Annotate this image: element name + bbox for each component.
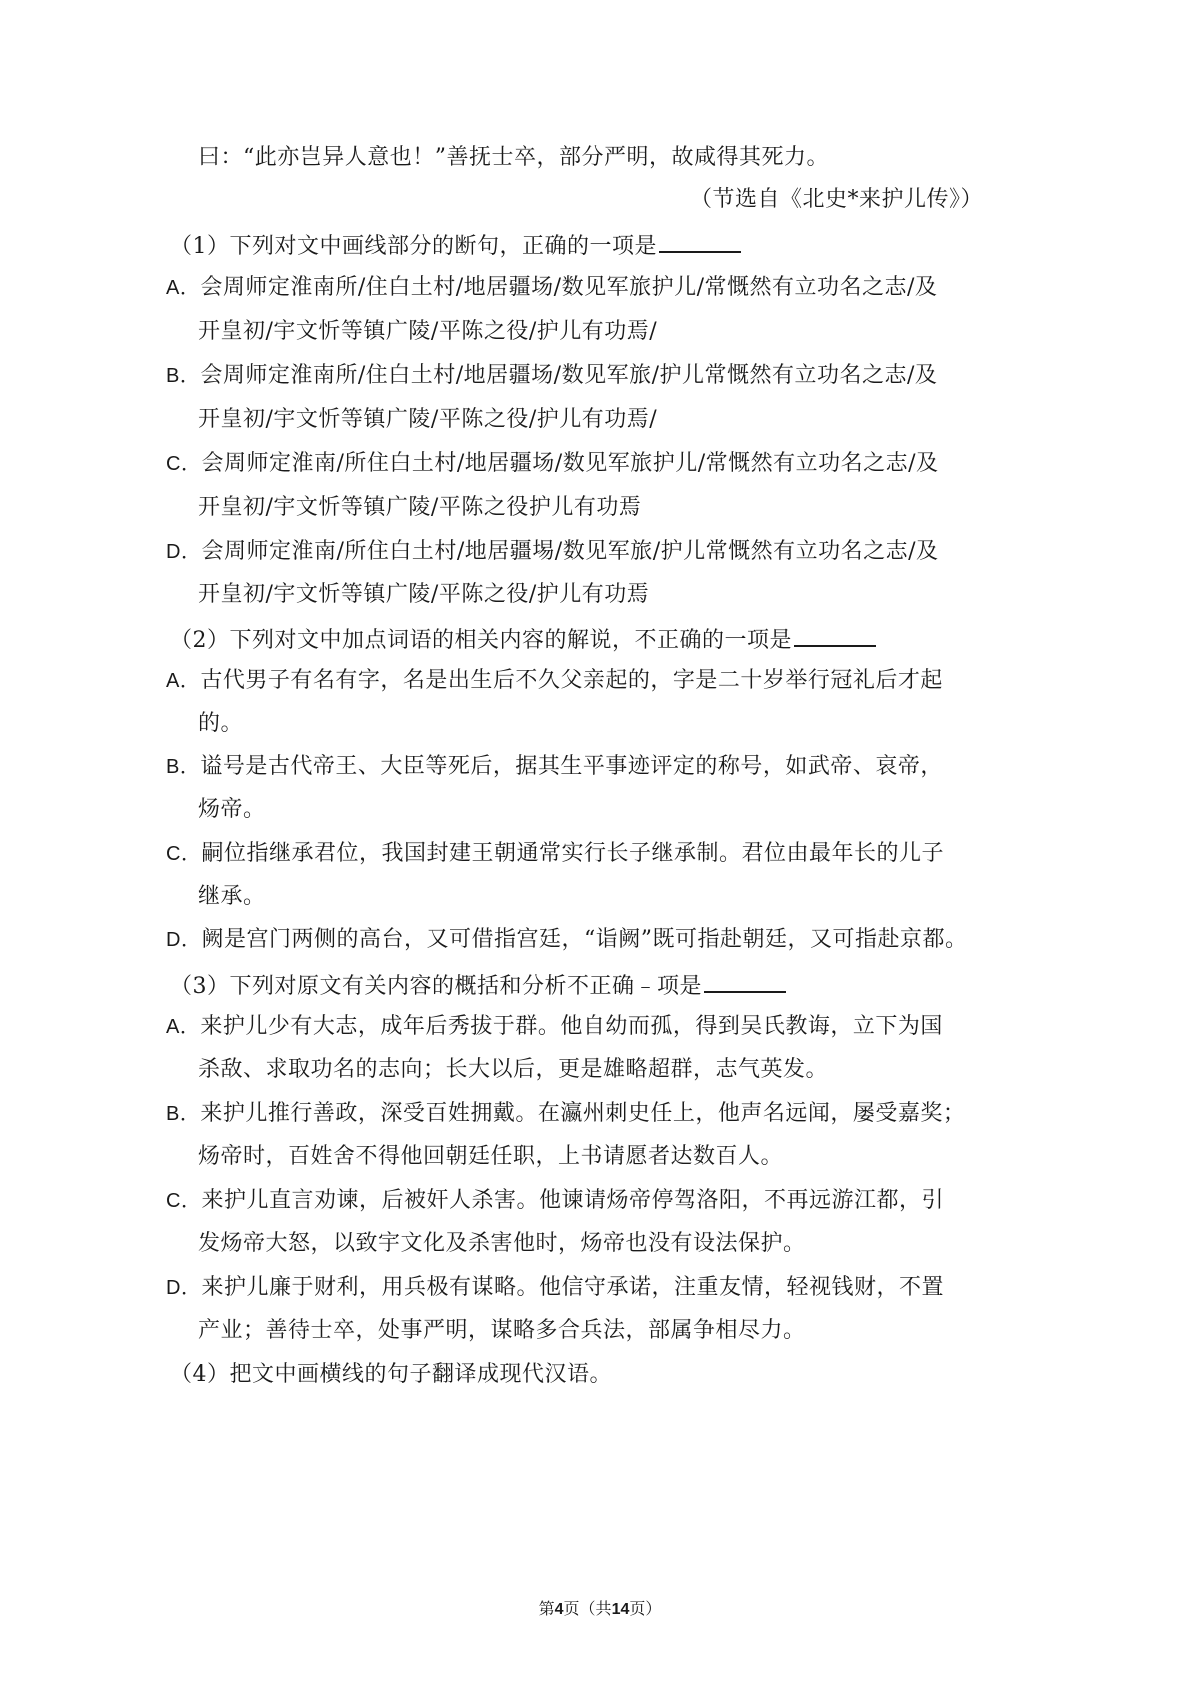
- question-1-option-b: B．会周师定淮南所/住白土村/地居疆场/数见军旅/护儿常慨然有立功名之志/及: [166, 363, 938, 388]
- question-2-option-a: A．古代男子有名有字，名是出生后不久父亲起的，字是二十岁举行冠礼后才起: [166, 668, 943, 693]
- question-2-prompt: （2）下列对文中加点词语的相关内容的解说，不正确的一项是: [170, 623, 876, 656]
- passage-source: （节选自《北史*来护儿传》）: [690, 187, 984, 212]
- question-2-option-a-cont: 的。: [198, 711, 244, 736]
- question-3-prompt: （3）下列对原文有关内容的概括和分析不正确﹣项是: [170, 969, 786, 1002]
- answer-blank: [704, 969, 786, 993]
- question-1-option-d: D．会周师定淮南/所住白土村/地居疆埸/数见军旅/护儿常慨然有立功名之志/及: [166, 539, 939, 564]
- question-1-option-c-cont: 开皇初/宇文忻等镇广陵/平陈之役护儿有功焉: [198, 495, 642, 520]
- question-1-option-d-cont: 开皇初/宇文忻等镇广陵/平陈之役/护儿有功焉: [198, 582, 650, 607]
- question-2-option-b: B．谥号是古代帝王、大臣等死后，据其生平事迹评定的称号，如武帝、哀帝，: [166, 754, 943, 779]
- passage-last-line: 曰：“此亦岂异人意也！”善抚士卒，部分严明，故咸得其死力。: [198, 145, 829, 170]
- question-1-prompt: （1）下列对文中画线部分的断句，正确的一项是: [170, 229, 741, 262]
- question-3-option-b-cont: 炀帝时，百姓舍不得他回朝廷任职，上书请愿者达数百人。: [198, 1144, 784, 1169]
- question-4-prompt: （4）把文中画横线的句子翻译成现代汉语。: [170, 1362, 612, 1387]
- question-1-option-a-cont: 开皇初/宇文忻等镇广陵/平陈之役/护儿有功焉/: [198, 319, 658, 344]
- page-footer: 第4页（共14页）: [538, 1599, 662, 1618]
- question-2-option-b-cont: 炀帝。: [198, 797, 266, 822]
- question-2-option-c-cont: 继承。: [198, 884, 266, 909]
- question-2-option-c: C．嗣位指继承君位，我国封建王朝通常实行长子继承制。君位由最年长的儿子: [166, 841, 944, 866]
- answer-blank: [794, 623, 876, 647]
- answer-blank: [659, 229, 741, 253]
- question-3-option-d: D．来护儿廉于财利，用兵极有谋略。他信守承诺，注重友情，轻视钱财，不置: [166, 1275, 944, 1300]
- total-page-count: 14: [611, 1601, 630, 1618]
- current-page-number: 4: [554, 1601, 564, 1618]
- question-3-option-b: B．来护儿推行善政，深受百姓拥戴。在瀛州刺史任上，他声名远闻，屡受嘉奖；: [166, 1101, 966, 1126]
- question-1-option-c: C．会周师定淮南/所住白土村/地居疆场/数见军旅护儿/常慨然有立功名之志/及: [166, 451, 939, 476]
- question-1-option-a: A．会周师定淮南所/住白土村/地居疆场/数见军旅护儿/常慨然有立功名之志/及: [166, 275, 938, 300]
- question-1-option-b-cont: 开皇初/宇文忻等镇广陵/平陈之役/护儿有功焉/: [198, 407, 658, 432]
- question-2-option-d: D．阙是宫门两侧的高台，又可借指宫廷，“诣阙”既可指赴朝廷，又可指赴京都。: [166, 927, 968, 952]
- question-3-option-a: A．来护儿少有大志，成年后秀拔于群。他自幼而孤，得到吴氏教诲，立下为国: [166, 1014, 943, 1039]
- question-3-option-c-cont: 发炀帝大怒，以致宇文化及杀害他时，炀帝也没有设法保护。: [198, 1231, 806, 1256]
- question-3-option-d-cont: 产业；善待士卒，处事严明，谋略多合兵法，部属争相尽力。: [198, 1318, 806, 1343]
- question-3-option-a-cont: 杀敌、求取功名的志向；长大以后，更是雄略超群，志气英发。: [198, 1057, 829, 1082]
- question-3-option-c: C．来护儿直言劝谏，后被奸人杀害。他谏请炀帝停驾洛阳，不再远游江都，引: [166, 1188, 944, 1213]
